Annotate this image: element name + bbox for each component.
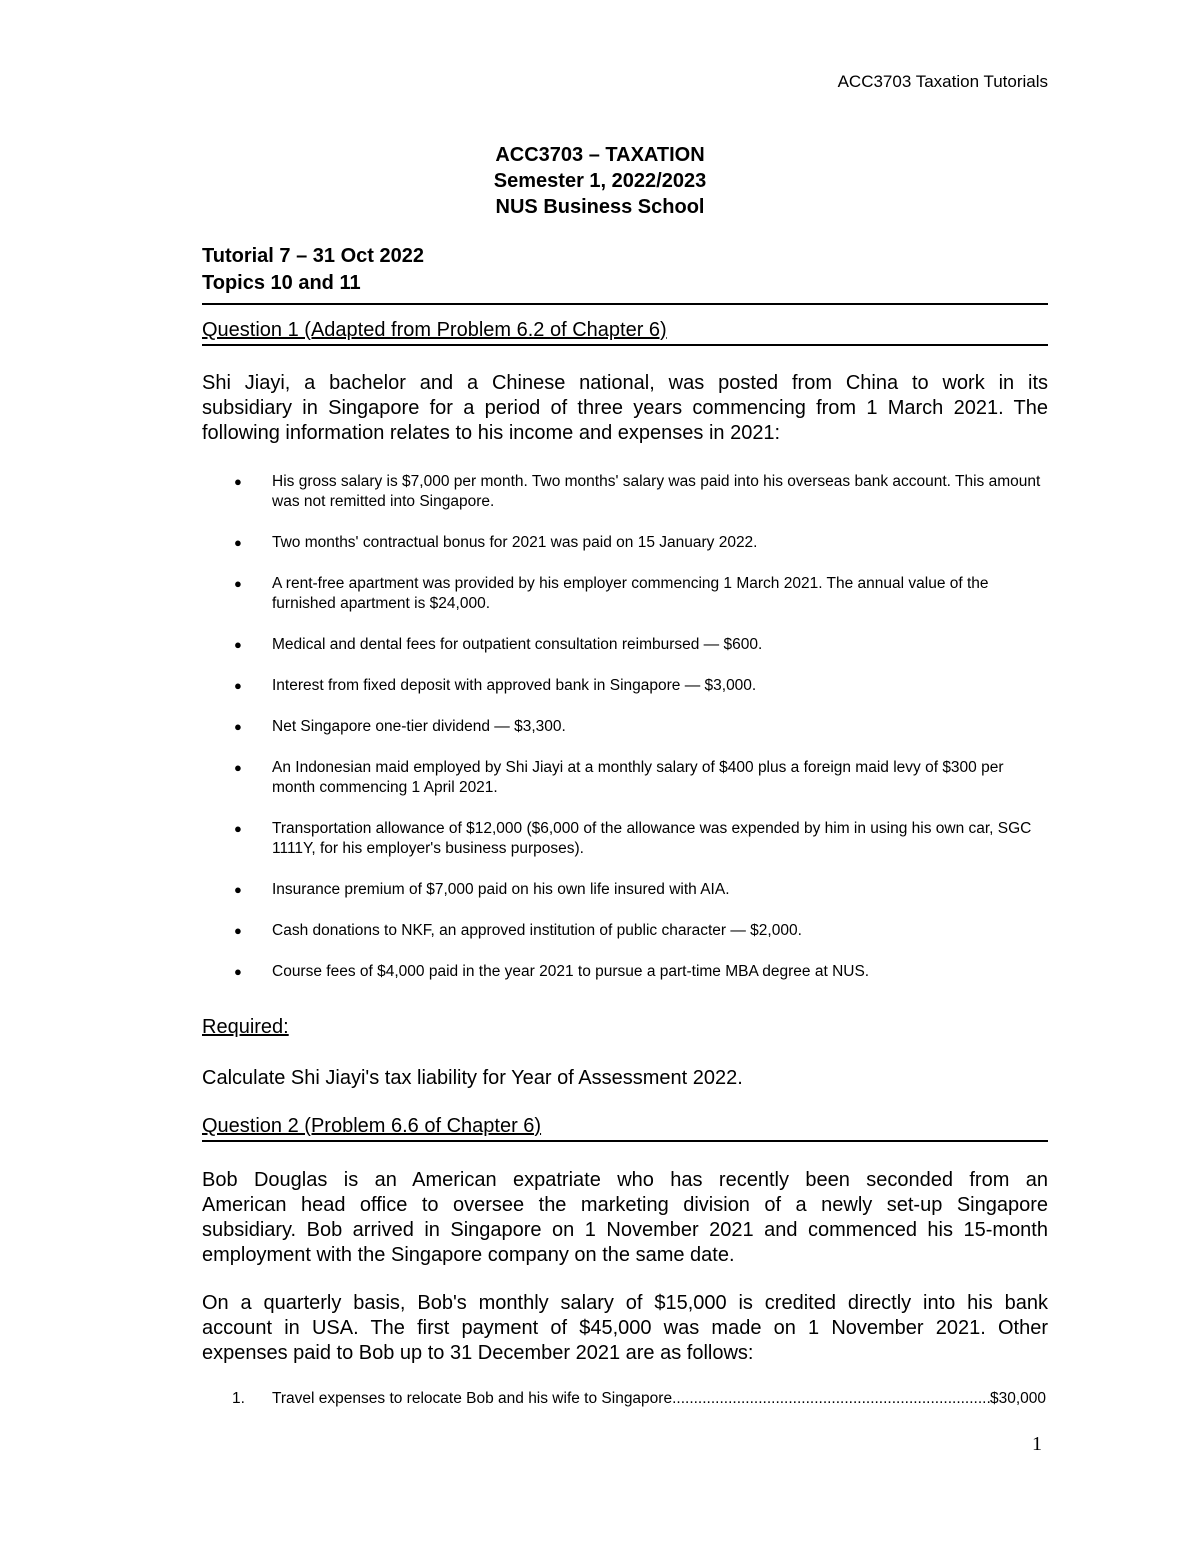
bullet-icon: ●: [234, 637, 242, 652]
question-1-intro: [202, 371, 1048, 446]
paragraph-line: account in USA. The first payment of $45,000 was made on 1 November 2021. Other: [202, 1317, 1048, 1339]
list-item: ● Two months' contractual bonus for 2021 was paid on 15 January 2022.: [234, 534, 758, 551]
bullet-icon: ●: [234, 535, 242, 550]
paragraph-line: On a quarterly basis, Bob's monthly salary of $15,000 is credited directly into his bank: [202, 1292, 1048, 1314]
section-divider: [202, 303, 1048, 305]
intro-line: subsidiary in Singapore for a period of three years commencing from 1 March 2021. The: [202, 397, 1048, 419]
question-2-paragraph-1: [202, 1168, 1048, 1268]
list-item: ● Medical and dental fees for outpatient consultation reimbursed — $600.: [234, 636, 763, 653]
bullet-icon: ●: [234, 760, 242, 775]
semester-line: Semester 1, 2022/2023: [493, 170, 707, 192]
question-1-facts-list: [232, 472, 1048, 1003]
bullet-icon: ●: [234, 678, 242, 693]
paragraph-line: American head office to oversee the marketing division of a newly set-up Singapore: [202, 1194, 1048, 1216]
tutorial-block: [202, 243, 424, 297]
topics-line: Topics 10 and 11: [202, 272, 361, 294]
bullet-icon: ●: [234, 964, 242, 979]
list-item: ● An Indonesian maid employed by Shi Jiayi at a monthly salary of $400 plus a foreign maid levy of $300 per month commencing 1 April 2021.: [234, 759, 1004, 796]
bullet-icon: ●: [234, 576, 242, 591]
intro-line: following information relates to his income and expenses in 2021:: [202, 422, 781, 444]
list-item: ● Cash donations to NKF, an approved institution of public character — $2,000.: [234, 922, 802, 939]
list-item: ● A rent-free apartment was provided by his employer commencing 1 March 2021. The annual value of the furnished apartment is $24,000.: [234, 575, 989, 612]
paragraph-line: employment with the Singapore company on the same date.: [202, 1244, 735, 1266]
required-label: Required:: [202, 1016, 289, 1038]
paragraph-line: subsidiary. Bob arrived in Singapore on 1 November 2021 and commenced his 15-month: [202, 1219, 1048, 1241]
paragraph-line: expenses paid to Bob up to 31 December 2021 are as follows:: [202, 1342, 754, 1364]
running-header: ACC3703 Taxation Tutorials: [837, 72, 1048, 91]
question-2-rule: [202, 1140, 1048, 1142]
intro-line: Shi Jiayi, a bachelor and a Chinese national, was posted from China to work in its: [202, 372, 1048, 394]
bullet-icon: ●: [234, 821, 242, 836]
question-2-paragraph-2: [202, 1291, 1048, 1366]
list-item: ● Interest from fixed deposit with approved bank in Singapore — $3,000.: [234, 677, 757, 694]
page-number: 1: [1032, 1433, 1042, 1455]
question-2-heading: Question 2 (Problem 6.6 of Chapter 6): [202, 1115, 542, 1137]
question-1-rule: [202, 344, 1048, 346]
bullet-icon: ●: [234, 882, 242, 897]
paragraph-line: Bob Douglas is an American expatriate who has recently been seconded from an: [202, 1169, 1048, 1191]
school-line: NUS Business School: [495, 196, 705, 218]
list-item: ● His gross salary is $7,000 per month. Two months' salary was paid into his overseas bank account. This amount was not remitted into Singapore.: [234, 473, 1041, 510]
bullet-icon: ●: [234, 923, 242, 938]
item-number: 1.: [232, 1390, 245, 1407]
course-title: ACC3703 – TAXATION: [495, 144, 705, 166]
question-1-heading: Question 1 (Adapted from Problem 6.2 of Chapter 6): [202, 319, 667, 341]
dot-leader: [672, 1390, 990, 1408]
list-item: ● Net Singapore one-tier dividend — $3,300.: [234, 718, 566, 735]
item-amount: $30,000: [989, 1390, 1046, 1407]
list-item: ● Course fees of $4,000 paid in the year 2021 to pursue a part-time MBA degree at NUS.: [234, 963, 870, 980]
expense-item: [232, 1390, 1046, 1408]
title-block: [0, 142, 1200, 220]
list-item: ● Transportation allowance of $12,000 ($6,000 of the allowance was expended by him in using his own car, SGC 1111Y, for his employer's business purposes).: [234, 820, 1032, 857]
bullet-icon: ●: [234, 474, 242, 489]
list-item: ● Insurance premium of $7,000 paid on his own life insured with AIA.: [234, 881, 730, 898]
item-description: Travel expenses to relocate Bob and his wife to Singapore: [272, 1390, 673, 1407]
bullet-icon: ●: [234, 719, 242, 734]
required-text: Calculate Shi Jiayi's tax liability for Year of Assessment 2022.: [202, 1067, 743, 1089]
tutorial-line: Tutorial 7 – 31 Oct 2022: [202, 245, 424, 267]
